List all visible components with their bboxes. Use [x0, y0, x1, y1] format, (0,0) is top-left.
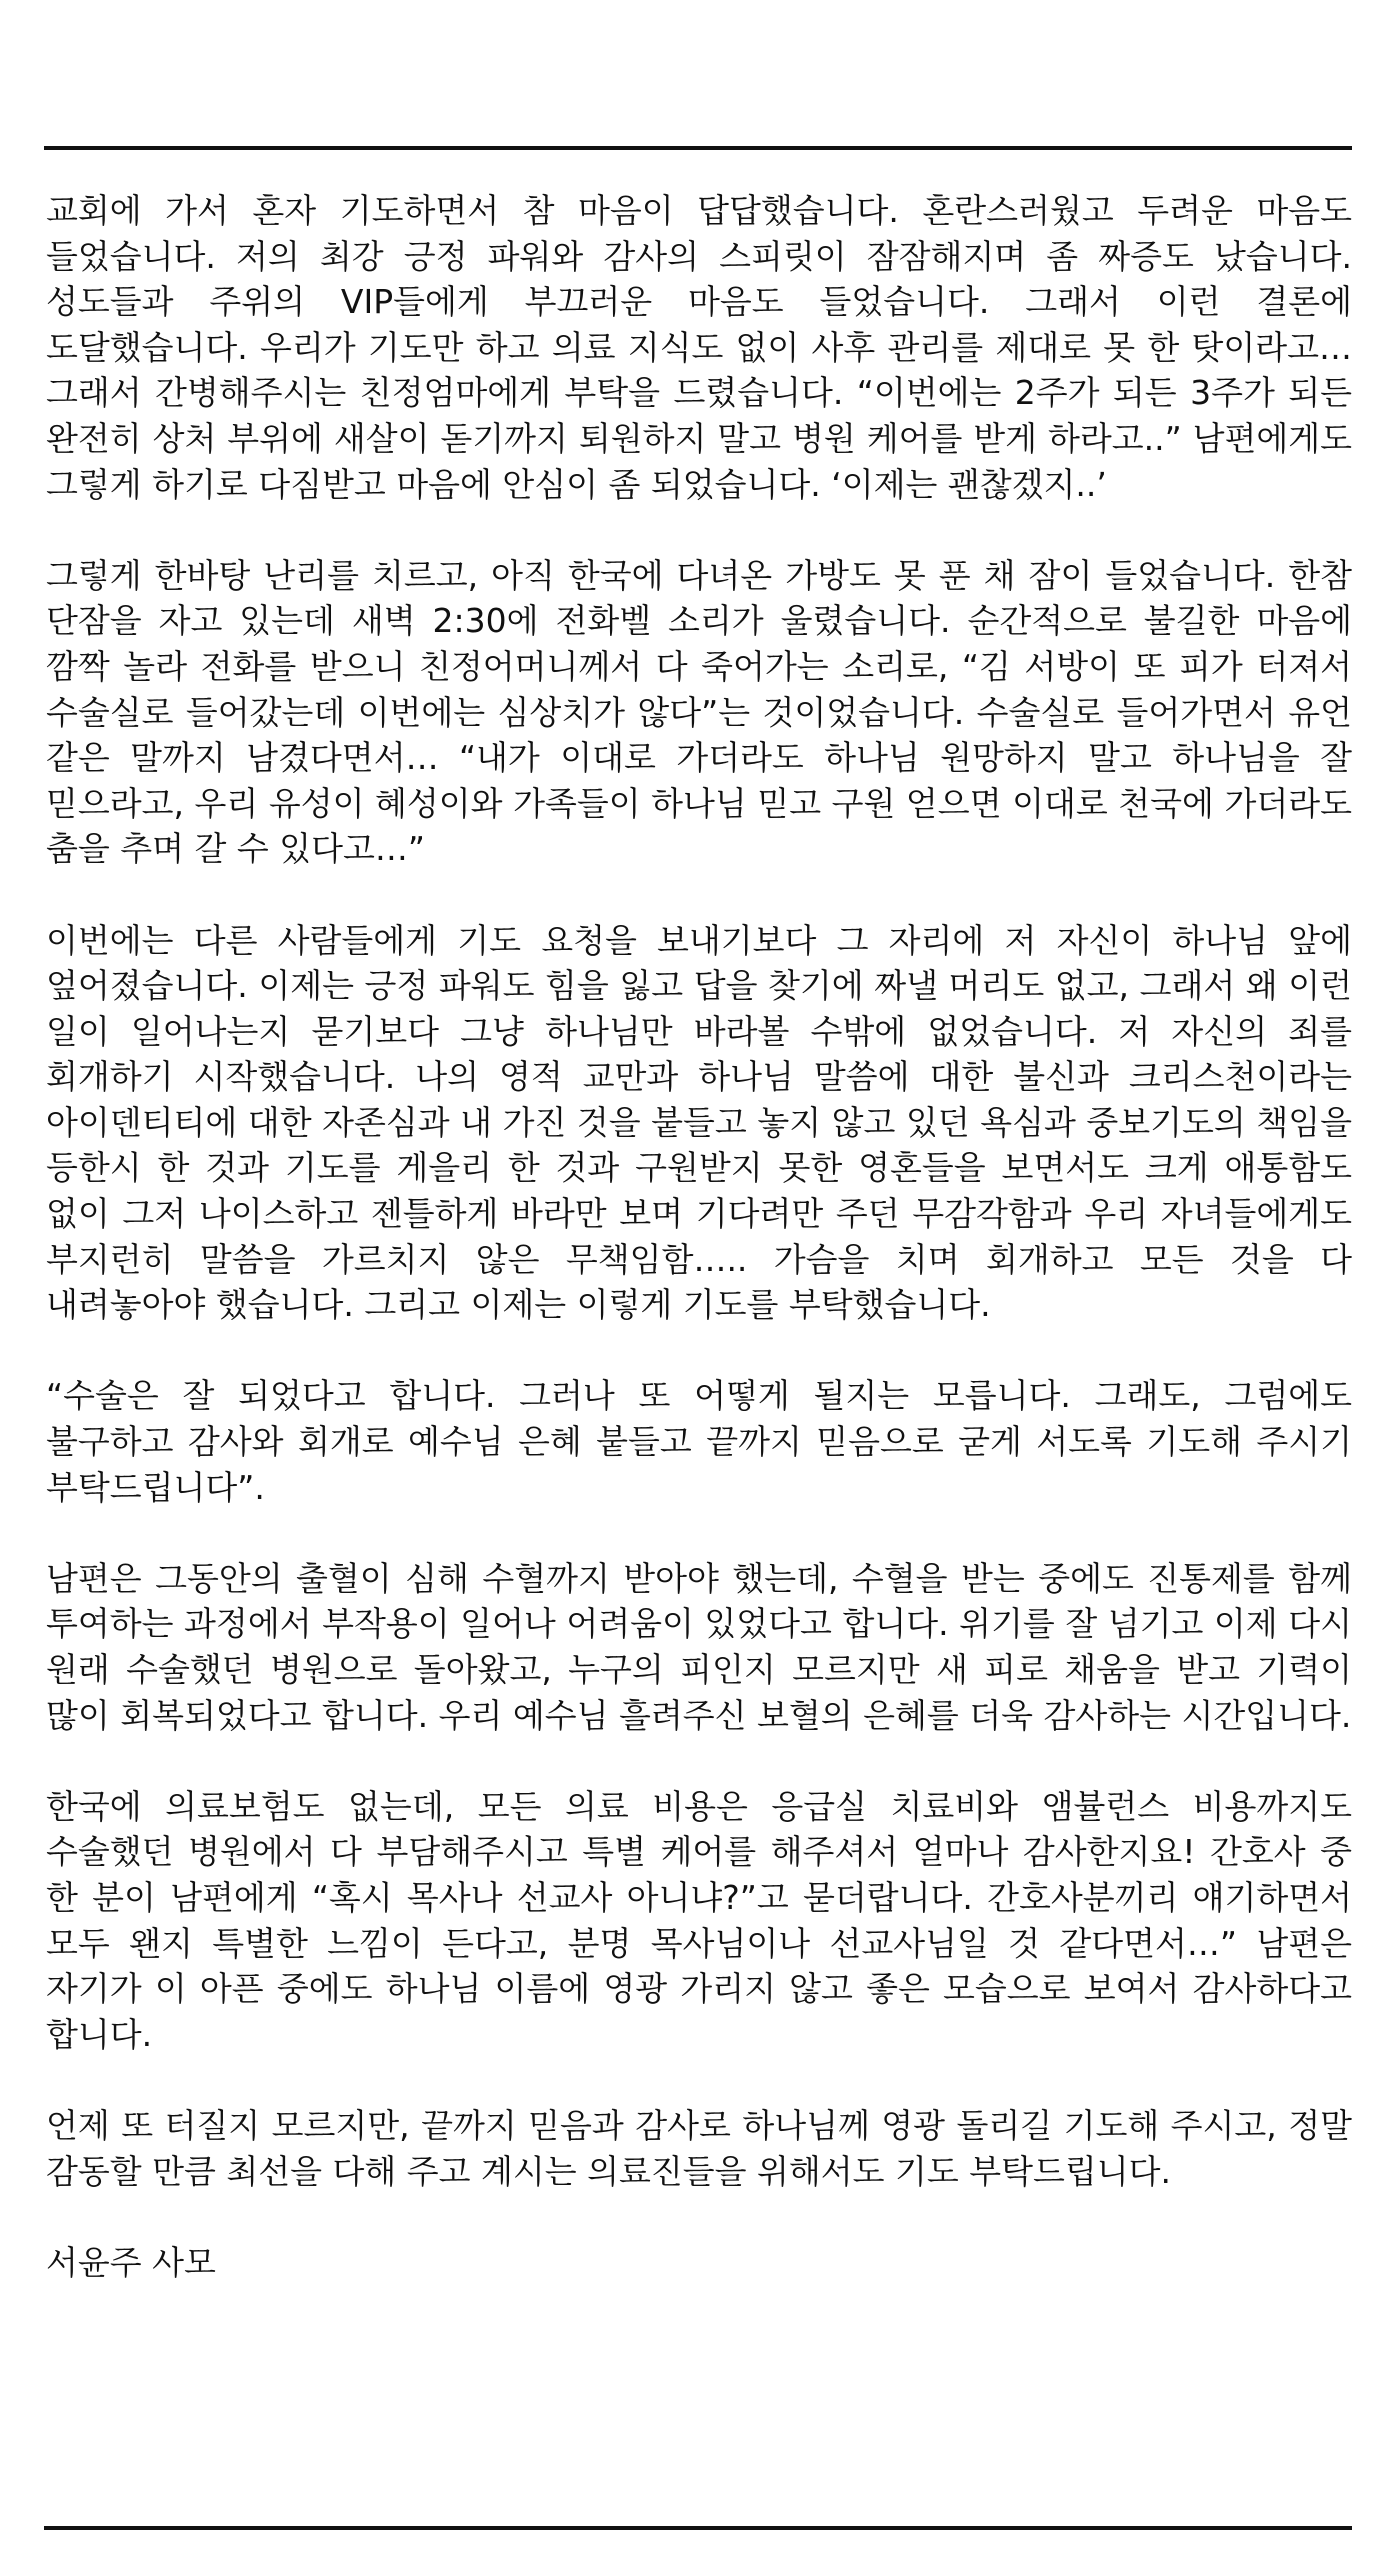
letter-body	[46, 188, 1352, 2285]
paragraph-gap	[46, 1328, 1352, 1374]
paragraph-gap	[46, 1738, 1352, 1784]
signature: 서윤주 사모	[46, 2242, 216, 2282]
paragraph-1: 교회에 가서 혼자 기도하면서 참 마음이 답답했습니다. 혼란스러웠고 두려운 마음도 들었습니다. 저의 최강 긍정 파워와 감사의 스피릿이 잠잠해지며 좀 짜증도 났습니다. 성도들과 주위의 VIP들에게 부끄러운 마음도 들었습니다. 그래서 이런 결론에 도달했습니다. 우리가 기도만 하고 의료 지식도 없이 사후 관리를 제대로 못 한 탓이라고… 그래서 간병해주시는 친정엄마에게 부탁을 드렸습니다. “이번에는 2주가 되든 3주가 되든 완전히 상처 부위에 새살이 돋기까지 퇴원하지 말고 병원 케어를 받게 하라고..” 남편에게도 그렇게 하기로 다짐받고 마음에 안심이 좀 되었습니다. ‘이제는 괜찮겠지..’	[46, 191, 1352, 504]
paragraph-3: 이번에는 다른 사람들에게 기도 요청을 보내기보다 그 자리에 저 자신이 하나님 앞에 엎어졌습니다. 이제는 긍정 파워도 힘을 잃고 답을 찾기에 짜낼 머리도 없고, 그래서 왜 이런 일이 일어나는지 묻기보다 그냥 하나님만 바라볼 수밖에 없었습니다. 저 자신의 죄를 회개하기 시작했습니다. 나의 영적 교만과 하나님 말씀에 대한 불신과 크리스천이라는 아이덴티티에 대한 자존심과 내 가진 것을 붙들고 놓지 않고 있던 욕심과 중보기도의 책임을 등한시 한 것과 기도를 게을리 한 것과 구원받지 못한 영혼들을 보면서도 크게 애통함도 없이 그저 나이스하고 젠틀하게 바라만 보며 기다려만 주던 무감각함과 우리 자녀들에게도 부지런히 말씀을 가르치지 않은 무책임함….. 가슴을 치며 회개하고 모든 것을 다 내려놓아야 했습니다. 그리고 이제는 이렇게 기도를 부탁했습니다.	[46, 920, 1352, 1325]
paragraph-gap	[46, 2057, 1352, 2103]
paragraph-gap	[46, 2194, 1352, 2240]
paragraph-gap	[46, 507, 1352, 553]
paragraph-5: 남편은 그동안의 출혈이 심해 수혈까지 받아야 했는데, 수혈을 받는 중에도 진통제를 함께 투여하는 과정에서 부작용이 일어나 어려움이 있었다고 합니다. 위기를 잘 넘기고 이제 다시 원래 수술했던 병원으로 돌아왔고, 누구의 피인지 모르지만 새 피로 채움을 받고 기력이 많이 회복되었다고 합니다. 우리 예수님 흘려주신 보혈의 은혜를 더욱 감사하는 시간입니다.	[46, 1558, 1352, 1735]
paragraph-gap	[46, 872, 1352, 918]
paragraph-4: “수술은 잘 되었다고 합니다. 그러나 또 어떻게 될지는 모릅니다. 그래도, 그럼에도 불구하고 감사와 회개로 예수님 은혜 붙들고 끝까지 믿음으로 굳게 서도록 기도해 주시기 부탁드립니다”.	[46, 1376, 1352, 1507]
bottom-rule	[44, 2526, 1352, 2530]
top-rule	[44, 146, 1352, 150]
paragraph-2: 그렇게 한바탕 난리를 치르고, 아직 한국에 다녀온 가방도 못 푼 채 잠이 들었습니다. 한참 단잠을 자고 있는데 새벽 2:30에 전화벨 소리가 울렸습니다. 순간적으로 불길한 마음에 깜짝 놀라 전화를 받으니 친정어머니께서 다 죽어가는 소리로, “김 서방이 또 피가 터져서 수술실로 들어갔는데 이번에는 심상치가 않다”는 것이었습니다. 수술실로 들어가면서 유언 같은 말까지 남겼다면서… “내가 이대로 가더라도 하나님 원망하지 말고 하나님을 잘 믿으라고, 우리 유성이 혜성이와 가족들이 하나님 믿고 구원 얻으면 이대로 천국에 가더라도 춤을 추며 갈 수 있다고…”	[46, 555, 1352, 869]
paragraph-7: 언제 또 터질지 모르지만, 끝까지 믿음과 감사로 하나님께 영광 돌리길 기도해 주시고, 정말 감동할 만큼 최선을 다해 주고 계시는 의료진들을 위해서도 기도 부탁드립니다.	[46, 2105, 1352, 2191]
paragraph-6: 한국에 의료보험도 없는데, 모든 의료 비용은 응급실 치료비와 앰뷸런스 비용까지도 수술했던 병원에서 다 부담해주시고 특별 케어를 해주셔서 얼마나 감사한지요! 간호사 중 한 분이 남편에게 “혹시 목사나 선교사 아니냐?”고 묻더랍니다. 간호사분끼리 얘기하면서 모두 왠지 특별한 느낌이 든다고, 분명 목사님이나 선교사님일 것 같다면서…” 남편은 자기가 이 아픈 중에도 하나님 이름에 영광 가리지 않고 좋은 모습으로 보여서 감사하다고 합니다.	[46, 1786, 1352, 2054]
paragraph-gap	[46, 1510, 1352, 1556]
